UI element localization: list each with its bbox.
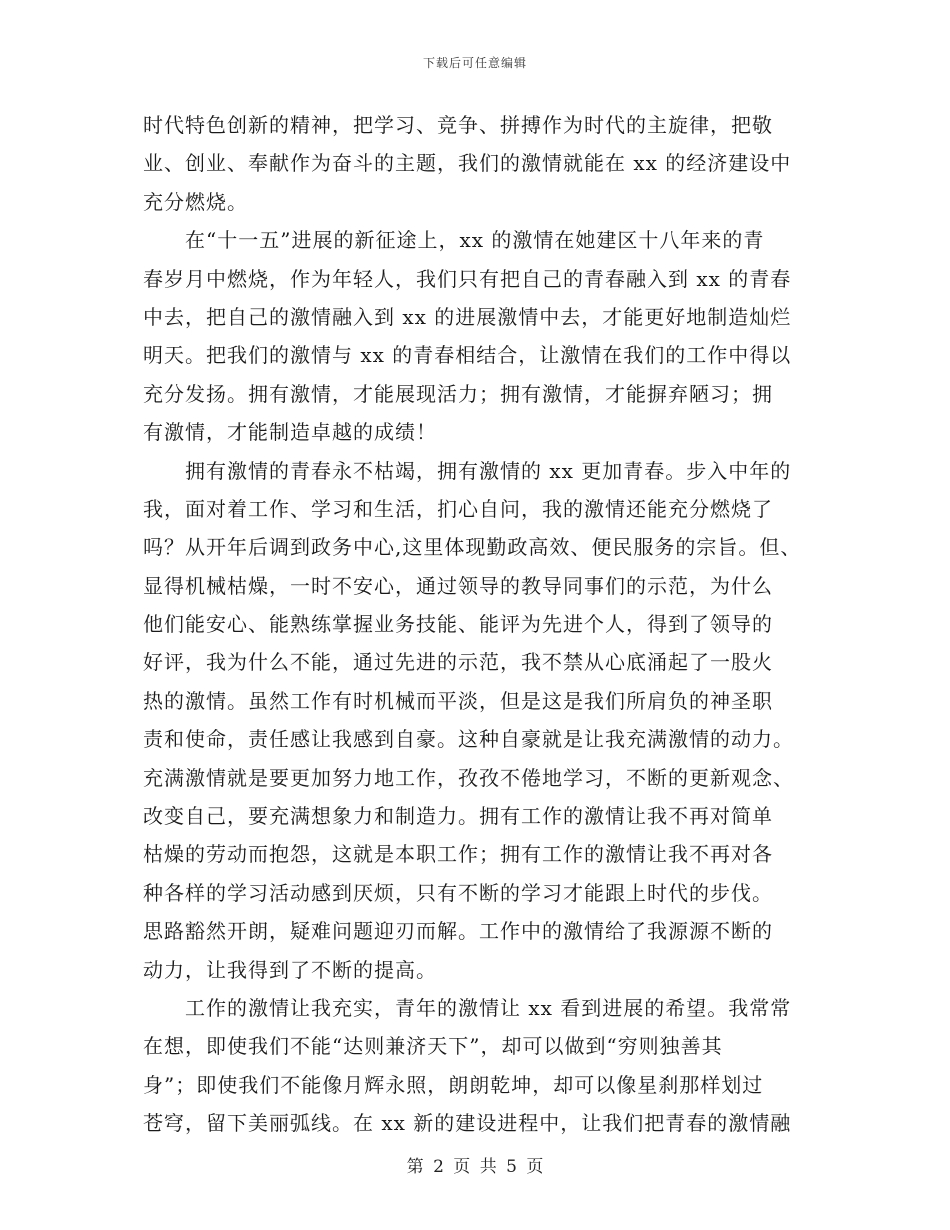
text-line: 身”；即使我们不能像月辉永照，朗朗乾坤，却可以像星刹那样划过 [143,1072,764,1097]
body-text [143,106,823,1143]
text-line: 好评，我为什么不能，通过先进的示范，我不禁从心底涌起了一股火 [143,650,773,675]
text-line: 种各样的学习活动感到厌烦，只有不断的学习才能跟上时代的步伐。 [143,880,773,905]
footer-suffix: 页 [526,1157,544,1177]
text-line: 显得机械枯燥，一时不安心，通过领导的教导同事们的示范，为什么 [143,573,773,598]
text-line: 时代特色创新的精神，把学习、竞争、拼搏作为时代的主旋律，把敬 [143,113,773,137]
text-line: 业、创业、奉献作为奋斗的主题，我们的激情就能在 xx 的经济建设中 [143,151,792,176]
page-header: 下载后可任意编辑 [422,56,527,70]
text-line: 改变自己，要充满想象力和制造力。拥有工作的激情让我不再对简单 [143,804,773,829]
text-line: 枯燥的劳动而抱怨，这就是本职工作；拥有工作的激情让我不再对各 [143,842,773,867]
text-line: 热的激情。虽然工作有时机械而平淡，但是这是我们所肩负的神圣职 [143,688,773,713]
text-line: 明天。把我们的激情与 xx 的青春相结合，让激情在我们的工作中得以 [143,343,792,368]
page-footer [0,1152,950,1177]
text-line: 思路豁然开朗，疑难问题迎刃而解。工作中的激情给了我源源不断的 [143,919,773,944]
text-line: 中去，把自己的激情融入到 xx 的进展激情中去，才能更好地制造灿烂 [143,304,792,329]
text-line: 在想，即使我们不能“达则兼济天下”，却可以做到“穷则独善其 [143,1034,723,1059]
text-line: 春岁月中燃烧，作为年轻人，我们只有把自己的青春融入到 xx 的青春 [143,266,792,291]
text-line: 苍穹，留下美丽弧线。在 xx 新的建设进程中，让我们把青春的激情融 [143,1111,792,1136]
text-line: 有激情，才能制造卓越的成绩！ [143,420,437,445]
text-line: 充分燃烧。 [143,189,248,214]
text-line: 动力，让我得到了不断的提高。 [143,957,437,982]
text-line: 我，面对着工作、学习和生活，扪心自问，我的激情还能充分燃烧了 [143,496,773,521]
text-line: 他们能安心、能熟练掌握业务技能、能评为先进个人，得到了领导的 [143,612,773,637]
footer-total-word: 共 [479,1157,497,1177]
text-line: 工作的激情让我充实，青年的激情让 xx 看到进展的希望。我常常 [185,995,792,1020]
text-line: 吗？从开年后调到政务中心,这里体现勤政高效、便民服务的宗旨。但、 [143,535,802,560]
text-line: 充分发扬。拥有激情，才能展现活力；拥有激情，才能摒弃陋习；拥 [143,381,773,406]
footer-page-word: 页 [453,1157,471,1177]
footer-page-number: 2 [433,1157,444,1177]
text-line: 责和使命，责任感让我感到自豪。这种自豪就是让我充满激情的动力。 [143,727,794,752]
footer-total-pages: 5 [506,1157,517,1177]
text-line: 充满激情就是要更加努力地工作，孜孜不倦地学习，不断的更新观念、 [143,765,794,790]
text-line: 拥有激情的青春永不枯竭，拥有激情的 xx 更加青春。步入中年的 [185,458,792,483]
text-line: 在“十一五”进展的新征途上，xx 的激情在她建区十八年来的青 [185,228,765,253]
footer-prefix: 第 [406,1157,424,1177]
